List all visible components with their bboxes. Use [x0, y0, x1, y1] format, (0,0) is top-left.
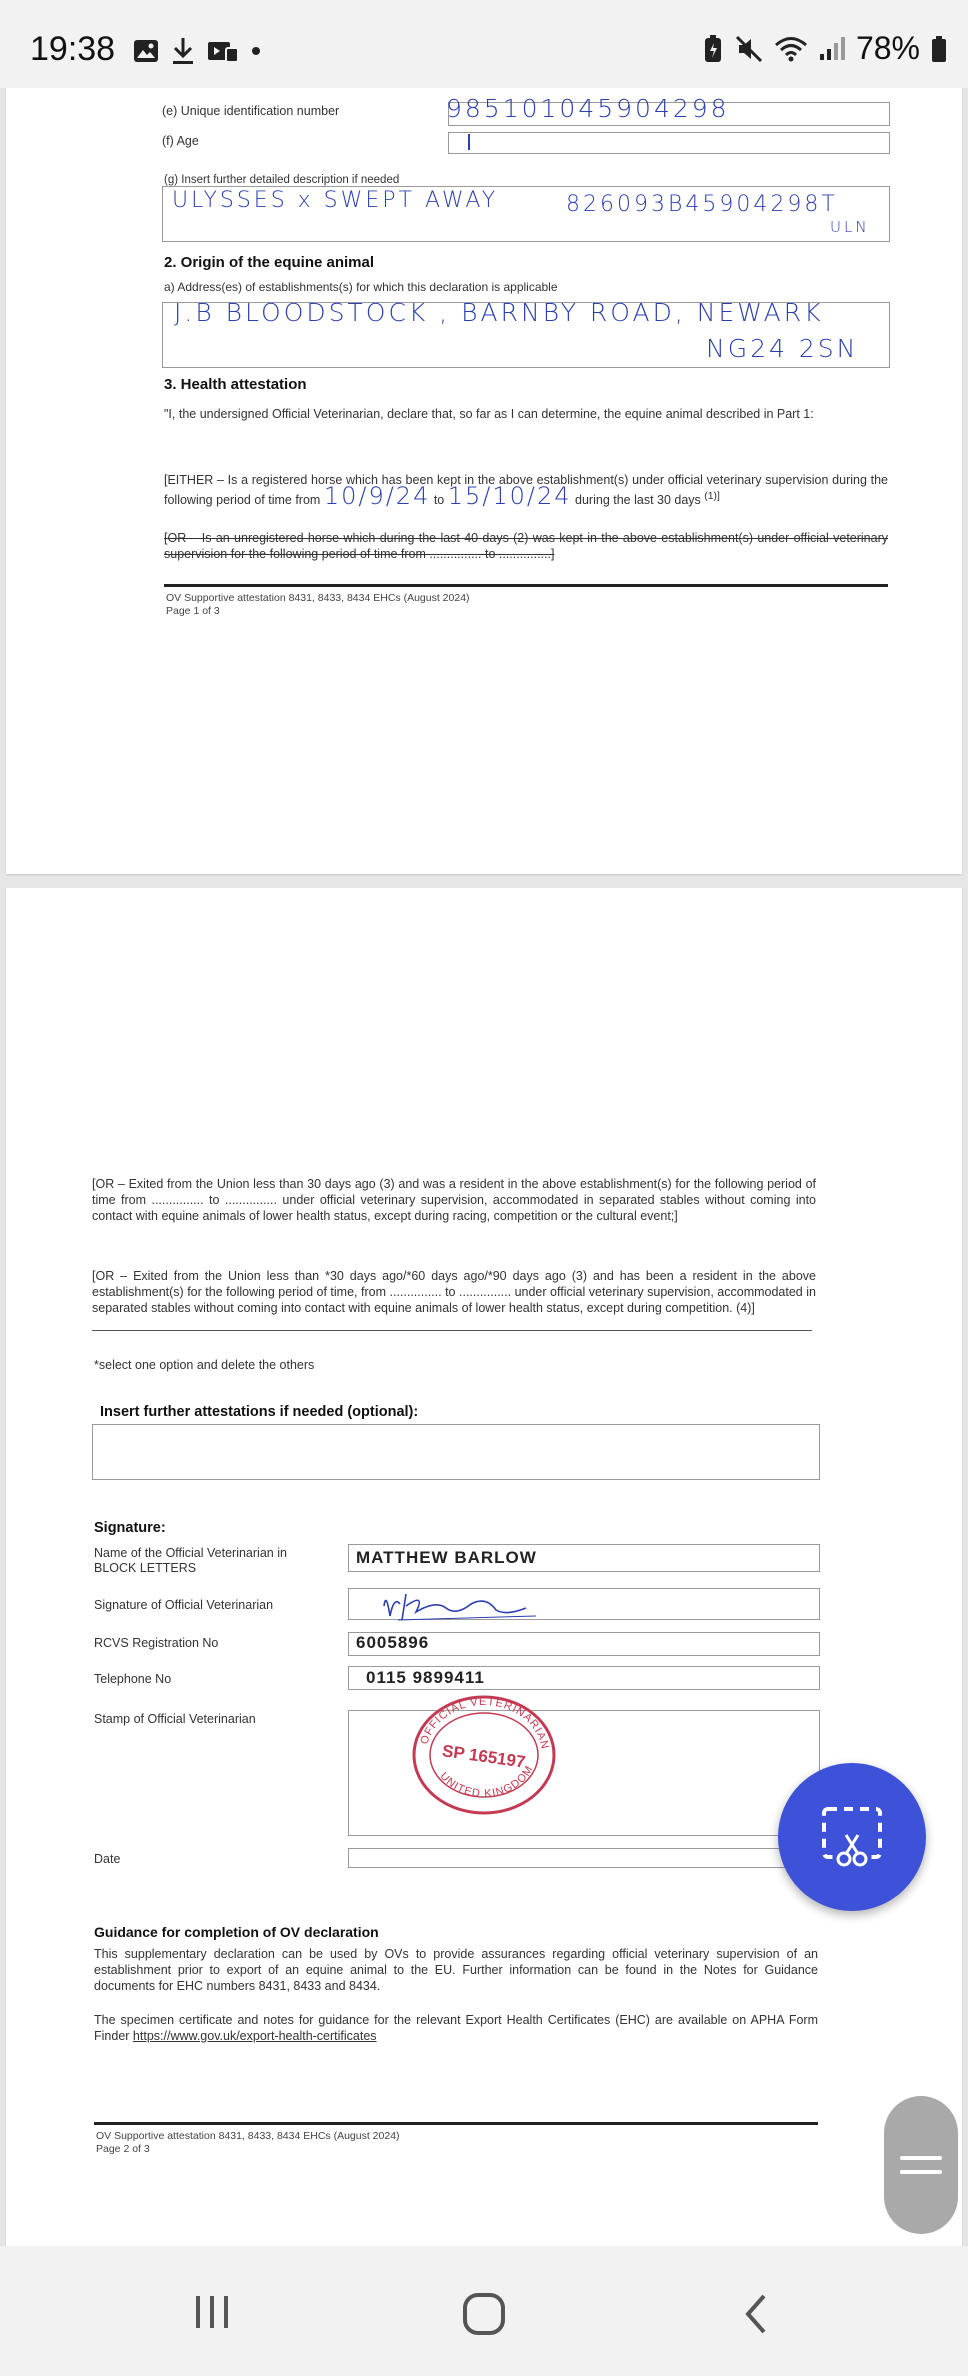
page2-footer-line1: OV Supportive attestation 8431, 8433, 8434 EHCs (August 2024) [96, 2130, 400, 2142]
declaration-text: "I, the undersigned Official Veterinarian, declare that, so far as I can determine, the equine animal described in Part 1: [164, 407, 814, 421]
either-text-a: [EITHER – Is a registered horse which has been kept in the above establishment(s) under official veterinary supervision during the following period of time from [164, 473, 888, 507]
date-to-word: to [433, 493, 445, 507]
section-2a-label: a) Address(es) of establishments(s) for which this declaration is applicable [164, 280, 558, 294]
stamp-label: Stamp of Official Veterinarian [94, 1712, 256, 1726]
guidance-paragraph-2-text: The specimen certificate and notes for guidance for the relevant Export Health Certificates (EHC) are available on APHA Form Finder [94, 2013, 818, 2043]
date-label: Date [94, 1852, 121, 1866]
age-label: (f) Age [162, 134, 199, 148]
stamp-text-top: OFFICIAL VETERINARIAN [418, 1695, 551, 1751]
description-label: (g) Insert further detailed description if needed [164, 174, 400, 186]
dot-icon [250, 45, 262, 57]
description-ueln-tag: ULN [830, 218, 870, 236]
svg-text:OFFICIAL VETERINARIAN [418, 1696, 550, 1751]
address-line-2: NG24 2SN [706, 334, 859, 363]
menu-icon [900, 2148, 942, 2182]
unique-id-value: 985101045904298 [446, 94, 730, 123]
either-text-b: during the last 30 days [575, 493, 701, 507]
home-icon[interactable] [460, 2290, 508, 2338]
media-icon [206, 36, 240, 66]
download-icon [170, 36, 196, 66]
system-icons [702, 30, 948, 67]
further-attestations-title: Insert further attestations if needed (optional): [100, 1404, 419, 1420]
rcvs-label: RCVS Registration No [94, 1636, 219, 1650]
or-exited-30-option: [OR – Exited from the Union less than 30 days ago (3) and was a resident in the above establishment(s) for the following period of time from ............... to ............... under official veterinary supervision, accommodated in separated stables without coming into contact with equine animals of lower health status, except during racing, competition or the cultural event;] [92, 1177, 816, 1223]
rcvs-value: 6005896 [356, 1633, 430, 1652]
either-option [164, 472, 888, 508]
date-to: 15/10/24 [447, 482, 572, 510]
age-mark [468, 134, 470, 150]
page1-footer-line1: OV Supportive attestation 8431, 8433, 8434 EHCs (August 2024) [166, 592, 470, 604]
status-time: 19:38 [30, 30, 116, 68]
strike-rule [92, 1330, 812, 1331]
page2-footer-rule [94, 2122, 818, 2125]
screenshot-crop-icon [816, 1801, 888, 1873]
footer-rule [164, 584, 888, 587]
signal-icon [818, 34, 846, 64]
notification-icons [132, 36, 262, 66]
date-from: 10/9/24 [323, 482, 431, 510]
signature-label: Signature of Official Veterinarian [94, 1598, 274, 1612]
guidance-title: Guidance for completion of OV declaration [94, 1924, 379, 1940]
signature-drawing [376, 1586, 556, 1626]
select-note: *select one option and delete the others [94, 1358, 315, 1372]
address-line-1: J.B BLOODSTOCK , BARNBY ROAD, NEWARK [174, 298, 824, 327]
official-stamp [404, 1690, 564, 1820]
or-exited-30-60-90-option: [OR – Exited from the Union less than *30 days ago/*60 days ago/*90 days ago (3) and has been a resident in the above establishment(s) for the following period of time, from ............... to ............... under official veterinary supervision, accommodated in separated stables without coming into contact with equine animals of lower health status, except during competition. (4)] [92, 1269, 816, 1315]
document-page-1 [6, 88, 962, 874]
stamp-number: SP 165197 [440, 1741, 527, 1772]
export-certificates-link[interactable]: https://www.gov.uk/export-health-certificates [132, 2029, 377, 2043]
screenshot-capture-button[interactable] [778, 1763, 926, 1911]
page1-footer-line2: Page 1 of 3 [166, 605, 220, 617]
date-field [348, 1848, 820, 1868]
battery-icon [930, 34, 948, 64]
recent-apps-icon[interactable] [190, 2290, 234, 2334]
telephone-value: 0115 9899411 [366, 1668, 485, 1687]
mute-icon [734, 34, 764, 64]
navigation-bar [0, 2246, 968, 2376]
name-value: MATTHEW BARLOW [356, 1548, 537, 1567]
signature-title: Signature: [94, 1520, 166, 1536]
or-unregistered-option: [OR – Is an unregistered horse which during the last 40 days (2) was kept in the above establishment(s) under official veterinary supervision for the following period of time from ............... to ...............] [164, 531, 888, 561]
guidance-paragraph-2 [94, 2012, 818, 2044]
battery-saver-icon [702, 34, 724, 64]
further-attestations-field [92, 1424, 820, 1480]
either-note: (1)] [704, 490, 720, 502]
name-label: Name of the Official Veterinarian in BLOCK LETTERS [94, 1546, 287, 1575]
telephone-label: Telephone No [94, 1672, 172, 1686]
stamp-text-bottom: UNITED KINGDOM [437, 1763, 536, 1801]
back-icon[interactable] [736, 2290, 776, 2338]
description-ueln: 826093B45904298T [566, 192, 838, 217]
description-horse-name: ULYSSES x SWEPT AWAY [172, 188, 499, 213]
unique-id-label: (e) Unique identification number [162, 104, 340, 118]
battery-percent: 78% [855, 30, 920, 66]
document-page-2 [6, 888, 962, 2246]
status-bar [0, 0, 968, 88]
page2-footer-line2: Page 2 of 3 [96, 2143, 150, 2155]
gallery-icon [132, 37, 160, 65]
guidance-paragraph-1: This supplementary declaration can be used by OVs to provide assurances regarding official veterinary supervision of an establishment prior to export of an equine animal to the EU. Further information can be found in the Notes for Guidance documents for EHC numbers 8431, 8433 and 8434. [94, 1947, 818, 1993]
age-field [448, 132, 890, 154]
section-3-title: 3. Health attestation [164, 376, 307, 393]
scroll-handle[interactable] [884, 2096, 958, 2234]
wifi-icon [774, 34, 808, 64]
section-2-title: 2. Origin of the equine animal [164, 254, 375, 271]
